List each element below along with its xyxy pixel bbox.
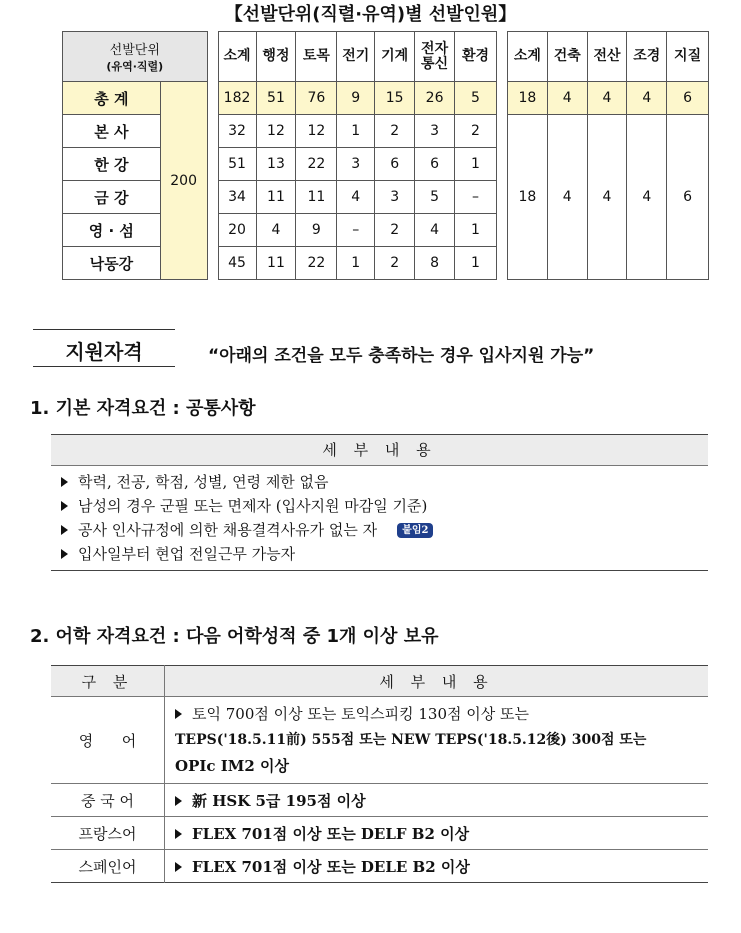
cell: 2 xyxy=(375,247,415,280)
col-subtotal-right: 소계 xyxy=(508,32,548,82)
col-geology: 지질 xyxy=(667,32,709,82)
row-label: 한 강 xyxy=(63,148,161,181)
merged-total: 200 xyxy=(160,82,207,280)
cell: 11 xyxy=(296,181,337,214)
category-spanish: 스페인어 xyxy=(51,850,165,883)
cell: – xyxy=(337,214,375,247)
quota-table-left xyxy=(62,31,497,280)
cell: 2 xyxy=(455,115,497,148)
category-chinese: 중 국 어 xyxy=(51,784,165,817)
cell: 20 xyxy=(218,214,256,247)
bullet-icon xyxy=(175,862,182,872)
cell: 12 xyxy=(296,115,337,148)
col-electronic: 전자 통신 xyxy=(415,32,455,82)
cell: 51 xyxy=(256,82,296,115)
col-computing: 전산 xyxy=(587,32,627,82)
header-detail: 세 부 내 용 xyxy=(165,666,709,697)
merged-cell: 18 xyxy=(508,115,548,280)
col-admin: 행정 xyxy=(256,32,296,82)
cell: 1 xyxy=(337,115,375,148)
col-landscape: 조경 xyxy=(627,32,667,82)
cell: 5 xyxy=(415,181,455,214)
cell: 13 xyxy=(256,148,296,181)
cell: 4 xyxy=(256,214,296,247)
list-item: 입사일부터 현업 전일근무 가능자 xyxy=(51,542,708,566)
cell: 1 xyxy=(455,214,497,247)
detail-english: 토익 700점 이상 또는 토익스피킹 130점 이상 또는 TEPS('18.5.11前) 555점 또는 NEW TEPS('18.5.12後) 300점 또는 OPIc IM2 이상 xyxy=(165,697,709,784)
bullet-icon xyxy=(61,549,68,559)
cell: 4 xyxy=(587,82,627,115)
row-label: 금 강 xyxy=(63,181,161,214)
cell: 3 xyxy=(415,115,455,148)
cell: 3 xyxy=(375,181,415,214)
cell: 12 xyxy=(256,115,296,148)
section-rule-top xyxy=(33,329,175,330)
category-french: 프랑스어 xyxy=(51,817,165,850)
col-electric: 전기 xyxy=(337,32,375,82)
col-mechanic: 기계 xyxy=(375,32,415,82)
section-rule-bottom xyxy=(33,366,175,367)
cell: 2 xyxy=(375,214,415,247)
cell: 22 xyxy=(296,148,337,181)
cell: 76 xyxy=(296,82,337,115)
cell: 4 xyxy=(627,82,667,115)
cell: 1 xyxy=(337,247,375,280)
cell: 51 xyxy=(218,148,256,181)
cell: 8 xyxy=(415,247,455,280)
col-architecture: 건축 xyxy=(547,32,587,82)
cell: 6 xyxy=(415,148,455,181)
cell: 18 xyxy=(508,82,548,115)
cell: 4 xyxy=(415,214,455,247)
language-heading: 2. 어학 자격요건 : 다음 어학성적 중 1개 이상 보유 xyxy=(30,626,439,647)
cell: 182 xyxy=(218,82,256,115)
category-english: 영 어 xyxy=(51,697,165,784)
cell: 45 xyxy=(218,247,256,280)
cell: 2 xyxy=(375,115,415,148)
merged-cell: 4 xyxy=(547,115,587,280)
col-subtotal: 소계 xyxy=(218,32,256,82)
cell: 6 xyxy=(375,148,415,181)
bullet-icon xyxy=(175,796,182,806)
cell: 4 xyxy=(547,82,587,115)
merged-cell: 6 xyxy=(667,115,709,280)
cell: 26 xyxy=(415,82,455,115)
cell: 34 xyxy=(218,181,256,214)
row-label: 영 · 섬 xyxy=(63,214,161,247)
detail-chinese: 新 HSK 5급 195점 이상 xyxy=(165,784,709,817)
quota-table-right xyxy=(507,31,709,280)
header-category: 구 분 xyxy=(51,666,165,697)
row-label: 본 사 xyxy=(63,115,161,148)
cell: 4 xyxy=(337,181,375,214)
cell: 11 xyxy=(256,247,296,280)
bullet-icon xyxy=(61,525,68,535)
cell: – xyxy=(455,181,497,214)
unit-header: 선발단위 (유역·직렬) xyxy=(63,32,208,82)
merged-cell: 4 xyxy=(587,115,627,280)
merged-cell: 4 xyxy=(627,115,667,280)
bullet-icon xyxy=(175,829,182,839)
language-table xyxy=(51,665,708,883)
basic-requirements-table xyxy=(51,434,708,571)
cell: 9 xyxy=(296,214,337,247)
basic-table-header: 세 부 내 용 xyxy=(51,435,708,466)
detail-spanish: FLEX 701점 이상 또는 DELE B2 이상 xyxy=(165,850,709,883)
cell: 9 xyxy=(337,82,375,115)
list-item: 남성의 경우 군필 또는 면제자 (입사지원 마감일 기준) xyxy=(51,494,708,518)
cell: 5 xyxy=(455,82,497,115)
cell: 6 xyxy=(667,82,709,115)
col-environment: 환경 xyxy=(455,32,497,82)
cell: 32 xyxy=(218,115,256,148)
row-label: 낙동강 xyxy=(63,247,161,280)
list-item: 학력, 전공, 학점, 성별, 연령 제한 없음 xyxy=(51,470,708,494)
page-title: 【선발단위(직렬·유역)별 선발인원】 xyxy=(224,4,517,25)
row-label-total: 총 계 xyxy=(63,82,161,115)
list-item: 공사 인사규정에 의한 채용결격사유가 없는 자 붙임2 xyxy=(51,518,708,542)
attachment-badge: 붙임2 xyxy=(397,523,433,538)
section-quote: “아래의 조건을 모두 충족하는 경우 입사지원 가능” xyxy=(208,346,595,366)
col-civil: 토목 xyxy=(296,32,337,82)
bullet-icon xyxy=(61,477,68,487)
cell: 1 xyxy=(455,148,497,181)
section-title: 지원자격 xyxy=(65,340,143,364)
bullet-icon xyxy=(61,501,68,511)
basic-heading: 1. 기본 자격요건 : 공통사항 xyxy=(30,398,256,419)
cell: 1 xyxy=(455,247,497,280)
cell: 3 xyxy=(337,148,375,181)
cell: 15 xyxy=(375,82,415,115)
cell: 22 xyxy=(296,247,337,280)
cell: 11 xyxy=(256,181,296,214)
detail-french: FLEX 701점 이상 또는 DELF B2 이상 xyxy=(165,817,709,850)
bullet-icon xyxy=(175,709,182,719)
